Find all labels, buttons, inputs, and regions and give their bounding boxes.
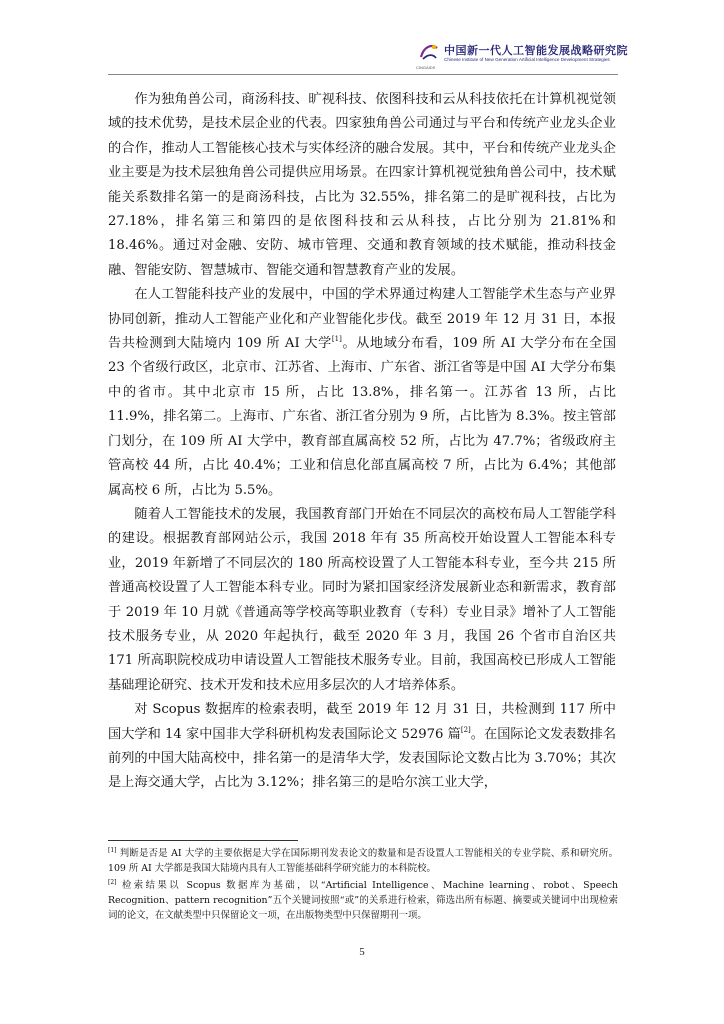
paragraph-2-part-a: 在人工智能科技产业的发展中，中国的学术界通过构建人工智能学术生态与产业界协同创新，推动人工智能产业化和产业智能化步伐。截至 2019 年 12 月 31 日，本报告共检测到大陆境内 109 所 AI 大学 [108,287,616,352]
institute-name-cn: 中国新一代人工智能发展战略研究院 [444,43,628,57]
footnote-2 [108,878,618,923]
paragraph-2 [108,283,616,503]
footnote-ref-2[interactable]: [2] [460,725,471,734]
paragraph-4-part-b: 。在国际论文发表数排名前列的中国大陆高校中，排名第一的是清华大学，发表国际论文数占比为 3.70%；其次是上海交通大学，占比为 3.12%；排名第三的是哈尔滨工业大学， [108,726,617,791]
institute-name-en: Chinese Institute of New Generation Artificial Intelligence Development Strategies [444,56,610,62]
footnotes [108,846,618,925]
paragraph-4-part-a: 对 Scopus 数据库的检索表明，截至 2019 年 12 月 31 日，共检测到 117 所中国大学和 14 家中国非大学科研机构发表国际论文 52976 篇 [108,702,616,742]
footnote-divider [108,840,298,841]
paragraph-1: 作为独角兽公司，商汤科技、旷视科技、依图科技和云从科技依托在计算机视觉领域的技术优势，是技术层企业的代表。四家独角兽公司通过与平台和传统产业龙头企业的合作，推动人工智能核心技术与实体经济的融合发展。其中，平台和传统产业龙头企业主要是为技术层独角兽公司提供应用场景。在四家计算机视觉独角兽公司中，技术赋能关系数排名第一的是商汤科技，占比为 32.55%，排名第二的是旷视科技，占比为 27.18%，排名第三和第四的是依图科技和云从科技，占比分别为 21.81%和 18.46%。通过对金融、安防、城市管理、交通和教育领域的技术赋能，推动科技金融、智能安防、智慧城市、智能交通和智慧教育产业的发展。 [108,92,616,278]
footnote-ref-1[interactable]: [1] [331,335,342,344]
main-body [108,88,616,796]
footnote-1-mark: [1] [108,847,117,854]
logo-text [444,44,628,63]
paragraph-4 [108,698,616,796]
footnote-1 [108,846,618,876]
page-header [416,42,628,70]
footnote-2-text: 检索结果以 Scopus 数据库为基础，以“Artificial Intelligence、Machine learning、robot、Speech Recognition、pattern recognition”五个关键词按照“或”的关系进行检索，筛选出所有标题、摘要或关键词中出现检索词的论文，在文献类型中只保留论文一项，在出版物类型中只保留期刊一项。 [108,880,618,921]
footnote-2-mark: [2] [108,879,117,886]
header-divider [108,74,618,75]
paragraph-2-part-b: 。从地域分布看，109 所 AI 大学分布在全国 23 个省级行政区，北京市、江苏省、上海市、广东省、浙江省等是中国 AI 大学分布集中的省市。其中北京市 15 所，占比 13.8%，排名第一。江苏省 13 所，占比 11.9%，排名第二。上海市、广东省、浙江省分别为 9 所，占比皆为 8.3%。按主管部门划分，在 109 所 AI 大学中，教育部直属高校 52 所，占比为 47.7%；省级政府主管高校 44 所，占比 40.4%；工业和信息化部直属高校 7 所，占比为 6.4%；其他部属高校 6 所，占比为 5.5%。 [108,336,617,498]
page-number: 5 [359,946,365,958]
institute-logo-icon [416,42,440,70]
paragraph-3: 随着人工智能技术的发展，我国教育部门开始在不同层次的高校布局人工智能学科的建设。根据教育部网站公示，我国 2018 年有 35 所高校开始设置人工智能本科专业，2019 年新增了不同层次的 180 所高校设置了人工智能本科专业，至今共 215 所普通高校设置了人工智能本科专业。同时为紧扣国家经济发展新业态和新需求，教育部于 2019 年 10 月就《普通高等学校高等职业教育（专科）专业目录》增补了人工智能技术服务专业，从 2020 年起执行，截至 2020 年 3 月，我国 26 个省市自治区共 171 所高职院校成功申请设置人工智能技术服务专业。目前，我国高校已形成人工智能基础理论研究、技术开发和技术应用多层次的人才培养体系。 [108,506,616,693]
footnote-1-text: 判断是否是 AI 大学的主要依据是大学在国际期刊发表论文的数量和是否设置人工智能相关的专业学院、系和研究所。109 所 AI 大学都是我国大陆境内具有人工智能基础科学研究能力的本科院校。 [108,848,618,874]
logo-mark-subtitle: CINGAIDS [416,65,436,70]
